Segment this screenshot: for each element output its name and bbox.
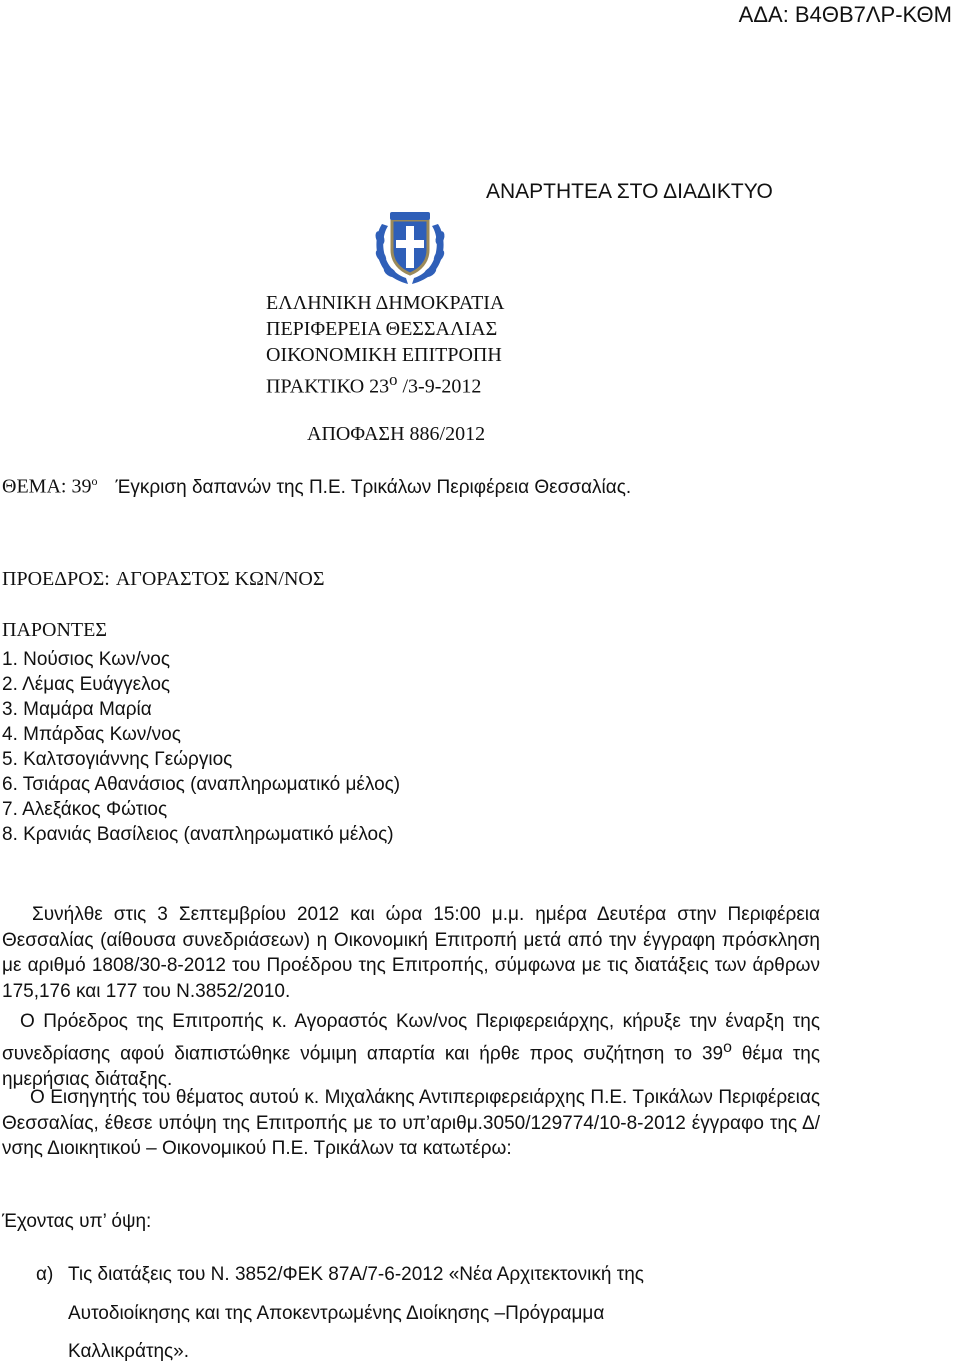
rapporteur-paragraph: Ο Εισηγητής του θέματος αυτού κ. Μιχαλάκης Αντιπεριφερειάρχης Π.Ε. Τρικάλων Περιφέρειας Θεσσαλίας, έθεσε υπόψη της Επιτροπής με το υπ’αριθμ.3050/129774/10-8-2012 έγγραφο της Δ/νσης Διοικητικού – Οικονομικού Π.Ε. Τρικάλων τα κατωτέρω: (2, 1087, 820, 1160)
header-minutes (266, 370, 481, 399)
present-heading: ΠΑΡΟΝΤΕΣ (2, 619, 107, 641)
member-item: 4. Μπάρδας Κων/νος (2, 724, 181, 745)
minutes-sup: ο (389, 370, 398, 389)
header-country: ΕΛΛΗΝΙΚΗ ΔΗΜΟΚΡΑΤΙΑ (266, 292, 505, 314)
chair-label: ΠΡΟΕΔΡΟΣ: (2, 568, 110, 590)
item-a-continuation-end: Καλλικράτης». (68, 1341, 190, 1362)
opening-sup: ο (723, 1038, 732, 1056)
opening-text-end: θέμα της ημερήσιας διάταξης. (2, 1043, 820, 1090)
member-item: 1. Νούσιος Κων/νος (2, 649, 171, 670)
theme-line (2, 474, 631, 499)
meeting-paragraph: Συνήλθε στις 3 Σεπτεμβρίου 2012 και ώρα 15:00 μ.μ. ημέρα Δευτέρα στην Περιφέρεια Θεσσαλίας (αίθουσα συνεδριάσεων) η Οικονομική Επιτροπή μετά από την έγγραφη πρόσκληση με αριθμό 1808/30-8-2012 του Προέδρου της Επιτροπής, σύμφωνα με τις διατάξεις των άρθρων 175,176 και 177 του Ν.3852/2010. (2, 904, 820, 1003)
minutes-prefix: ΠΡΑΚΤΙΚΟ 23 (266, 375, 390, 398)
item-a-continuation: Αυτοδιοίκησης και της Αποκεντρωμένης Διοίκησης –Πρόγραμμα (68, 1303, 605, 1324)
posting-notice: ΑΝΑΡΤΗΤΕΑ ΣΤΟ ΔΙΑΔΙΚΤΥΟ (486, 180, 773, 203)
chair-name: ΑΓΟΡΑΣΤΟΣ ΚΩΝ/ΝΟΣ (115, 568, 325, 590)
member-item: 3. Μαμάρα Μαρία (2, 699, 152, 720)
member-item: 2. Λέμας Ευάγγελος (2, 674, 171, 695)
decision-number: ΑΠΟΦΑΣΗ 886/2012 (307, 423, 486, 445)
item-a-line (36, 1264, 644, 1286)
theme-sup: ο (91, 474, 98, 488)
theme-text: Έγκριση δαπανών της Π.Ε. Τρικάλων Περιφέρεια Θεσσαλίας. (115, 476, 632, 498)
header-region: ΠΕΡΙΦΕΡΕΙΑ ΘΕΣΣΑΛΙΑΣ (266, 318, 498, 340)
ada-code: ΑΔΑ: Β4ΘΒ7ΛΡ-ΚΘΜ (738, 2, 952, 27)
opening-text: Ο Πρόεδρος της Επιτροπής κ. Αγοραστός Κων/νος Περιφερειάρχης, κήρυξε την έναρξη της συνεδρίασης αφού διαπιστώθηκε νόμιμη απαρτία και ήρθε προς συζήτηση το 39 (2, 1011, 820, 1065)
minutes-suffix: /3-9-2012 (397, 375, 482, 398)
opening-paragraph (2, 1009, 820, 1092)
chair-line (2, 568, 324, 591)
member-item: 8. Κρανιάς Βασίλειος (αναπληρωματικό μέλος) (2, 824, 394, 845)
item-a-label: α) (36, 1264, 54, 1285)
member-item: 7. Αλεξάκος Φώτιος (2, 799, 168, 820)
greek-coat-of-arms-icon (372, 206, 448, 286)
having-in-view: Έχοντας υπ’ όψη: (2, 1211, 152, 1232)
theme-label: ΘΕΜΑ: 39 (2, 475, 92, 498)
item-a-text: Τις διατάξεις του Ν. 3852/ΦΕΚ 87Α/7-6-2012 «Νέα Αρχιτεκτονική της (68, 1264, 644, 1285)
members-list (2, 647, 400, 847)
member-item: 6. Τσιάρας Αθανάσιος (αναπληρωματικό μέλος) (2, 774, 401, 795)
header-committee: ΟΙΚΟΝΟΜΙΚΗ ΕΠΙΤΡΟΠΗ (266, 344, 502, 366)
member-item: 5. Καλτσογιάννης Γεώργιος (2, 749, 233, 770)
